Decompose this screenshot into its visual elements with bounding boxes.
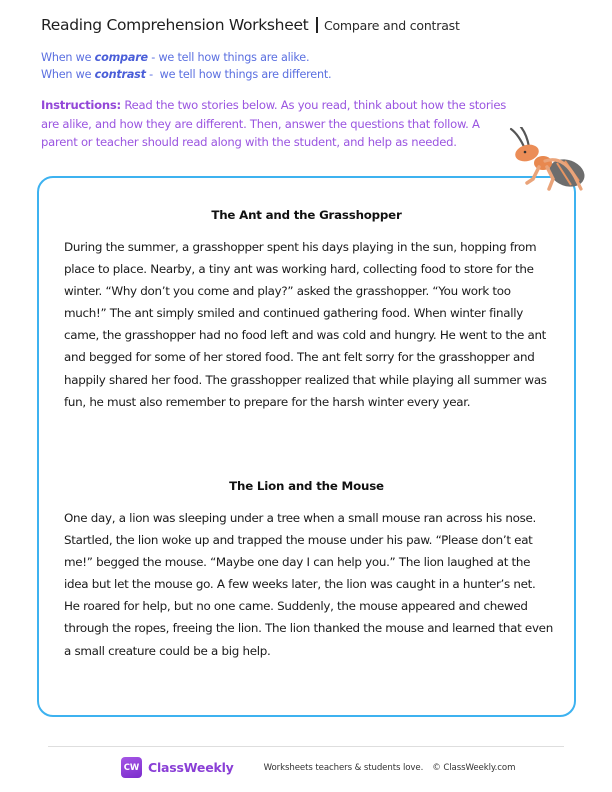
story-body: One day, a lion was sleeping under a tree when a small mouse ran across his nose. Startled, the lion woke up and trapped the mouse under his paw. “Please don’t eat me!” begged the mouse. “Maybe one day I can help you.” The lion laughed at the idea but let the mouse go. A few weeks later, the lion was caught in a hunter’s net. He roared for help, but no one came. Suddenly, the mouse appeared and chewed through the ropes, freeing the lion. The lion thanked the mouse and learned that even a small creature could be a big help. [64,511,553,658]
definitions [41,49,331,83]
ant-icon [505,127,587,195]
definition-text: - we tell how things are different. [145,68,332,81]
definition-prefix: When we [41,68,95,81]
instructions-label: Instructions: [41,98,121,112]
story-title: The Lion and the Mouse [229,479,384,493]
footer [121,757,515,778]
definition-term: contrast [94,68,146,81]
story-title: The Ant and the Grasshopper [211,208,402,222]
definition-text: - we tell how things are alike. [147,51,310,64]
definition-term: compare [94,51,148,64]
footer-divider [48,746,564,747]
footer-tagline: Worksheets teachers & students love. [263,762,424,773]
classweekly-logo-icon: CW [121,757,142,778]
instructions-text: Read the two stories below. As you read, think about how the stories are alike, and how they are different. Then, answer the questions that follow. A parent or teacher should read along with the student, and help as needed. [41,98,507,149]
footer-copyright: © ClassWeekly.com [432,762,516,773]
worksheet-header [41,16,460,34]
definition-prefix: When we [41,51,95,64]
definition-compare [41,49,331,66]
page-subtitle: Compare and contrast [323,18,460,33]
story-body: During the summer, a grasshopper spent his days playing in the sun, hopping from place to place. Nearby, a tiny ant was working hard, collecting food to store for the winter. “Why don’t you come and play?” asked the grasshopper. “You work too much!” The ant simply smiled and continued gathering food. When winter finally came, the grasshopper had no food left and was cold and hungry. He went to the ant and begged for some of her stored food. The ant felt sorry for the grasshopper and happily shared her food. The grasshopper realized that while playing all summer was fun, he must also remember to prepare for the harsh winter every year. [64,240,547,409]
instructions [41,96,511,152]
title-divider [316,17,318,33]
page-title: Reading Comprehension Worksheet [41,16,309,34]
definition-contrast [41,66,331,83]
brand-name: ClassWeekly [148,760,234,775]
stories-box [37,176,576,717]
